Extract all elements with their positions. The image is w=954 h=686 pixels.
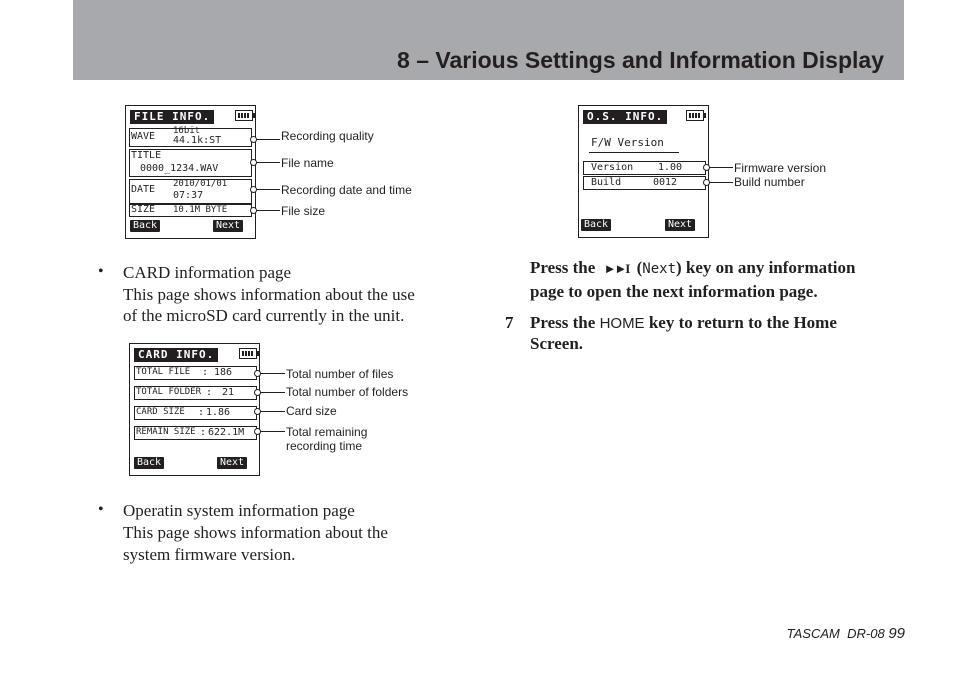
card-row-label: TOTAL FOLDER [136,387,202,397]
card-bullet-title: CARD information page [123,263,292,282]
wave-bits: 16bit [173,126,201,136]
wave-label: WAVE [131,131,156,142]
page-footer [787,625,905,642]
card-row-label: TOTAL FILE [136,367,191,377]
os-desc-line-2: system firmware version. [123,545,296,564]
step-rest: key to return to the Home [648,313,837,332]
card-row-sep: : [198,407,205,418]
screen-title: CARD INFO. [134,348,218,362]
footer-model: DR-08 [847,626,885,641]
next-key-icon: ►►I [603,261,629,276]
screen-title: O.S. INFO. [583,110,667,124]
card-row-value: 186 [214,367,233,378]
fw-version-heading: F/W Version [591,136,664,149]
battery-icon [239,348,257,359]
card-row-value: 1.86 [206,407,231,418]
date-label: DATE [131,184,156,195]
battery-icon [235,110,253,121]
callout-line [254,189,280,190]
size-value: 10.1M BYTE [173,205,228,215]
footer-brand: TASCAM [786,626,840,641]
title-label: TITLE [131,150,162,161]
callout-dot [250,159,257,166]
home-key-label: HOME [599,315,645,332]
next-button[interactable]: Next [213,220,243,232]
callout-dot [703,164,710,171]
size-label: SIZE [131,204,156,215]
step-press-the: Press the [530,313,596,332]
os-bullet-title: Operatin system information page [123,501,355,520]
callout-dot [254,389,261,396]
bullet-dot: • [98,263,104,280]
callout-line [254,210,280,211]
screen-title: FILE INFO. [130,110,214,124]
back-button[interactable]: Back [581,219,611,231]
card-desc-line-2: of the microSD card currently in the unit. [123,306,405,325]
callout-total-folders: Total number of folders [286,385,409,399]
callout-line [258,392,285,393]
callout-line [707,167,733,168]
callout-line [707,182,733,183]
version-value: 1.00 [658,162,683,173]
callout-dot [254,428,261,435]
press-the-text: Press the [530,258,596,277]
card-row-label: REMAIN SIZE [136,427,196,437]
callout-dot [703,179,710,186]
time-value: 07:37 [173,190,204,201]
heading-underline [589,152,679,153]
callout-dot [250,136,257,143]
callout-line [254,162,280,163]
callout-card-size: Card size [286,404,337,418]
wave-rate: 44.1k:ST [173,135,222,146]
callout-file-name: File name [281,156,334,170]
callout-line [258,373,285,374]
callout-line [258,431,285,432]
callout-dot [254,370,261,377]
battery-icon [686,110,704,121]
bullet-dot: • [98,501,104,518]
callout-line [254,139,280,140]
callout-recording-quality: Recording quality [281,129,374,143]
os-desc-line-1: This page shows information about the [123,523,388,542]
card-row-label: CARD SIZE [136,407,185,417]
press-next-line-1: Press the ►►I (Next) key on any information [530,258,856,277]
callout-total-files: Total number of files [286,367,394,381]
next-key-label: Next [642,261,676,277]
callout-date-time: Recording date and time [281,183,412,197]
callout-file-size: File size [281,204,326,218]
press-next-rest: ) key on any information [676,258,856,277]
os-info-screen [578,105,709,238]
callout-dot [250,186,257,193]
card-desc-line-1: This page shows information about the use [123,285,415,304]
next-button[interactable]: Next [217,457,247,469]
date-value: 2010/01/01 [173,179,228,189]
card-row-value: 622.1M [208,427,245,438]
step-7-line-2: Screen. [530,334,584,353]
page-title: 8 – Various Settings and Information Display [397,47,884,73]
card-info-screen [129,343,260,476]
build-label: Build [591,177,622,188]
callout-remaining-time-2: recording time [286,439,363,453]
callout-remaining-time-1: Total remaining [286,425,368,439]
card-row-sep: : [206,387,213,398]
step-number: 7 [505,313,514,332]
callout-build-number: Build number [734,175,805,189]
page-header-bar [73,0,904,80]
page-number: 99 [888,625,905,642]
back-button[interactable]: Back [130,220,160,232]
back-button[interactable]: Back [134,457,164,469]
callout-dot [250,207,257,214]
card-row-sep: : [200,427,207,438]
card-row-value: 21 [222,387,235,398]
callout-dot [254,408,261,415]
callout-line [258,411,285,412]
build-value: 0012 [653,177,678,188]
callout-firmware-version: Firmware version [734,161,827,175]
press-next-line-2: page to open the next information page. [530,282,818,301]
version-label: Version [591,162,634,173]
file-info-screen [125,105,256,239]
title-value: 0000_1234.WAV [140,163,219,174]
next-button[interactable]: Next [665,219,695,231]
card-row-sep: : [202,367,209,378]
